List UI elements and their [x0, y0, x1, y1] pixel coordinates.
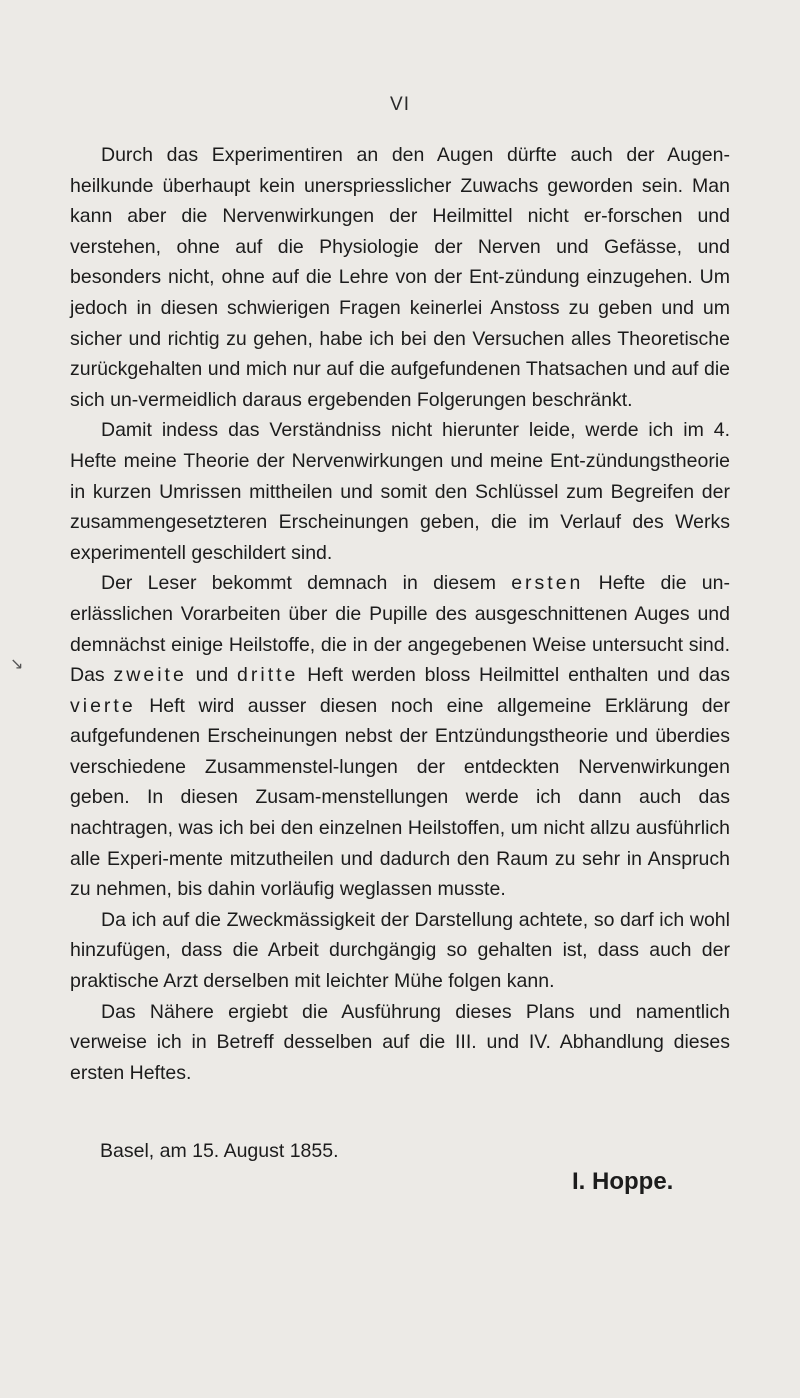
paragraph-4: Da ich auf die Zweckmässigkeit der Darstellung achtete, so darf ich wohl hinzufügen, dass die Arbeit durchgängig so gehalten ist, dass auch der praktische Arzt derselben mit leichter Mühe folgen kann. [70, 908, 730, 993]
paragraph-2: Damit indess das Verständniss nicht hierunter leide, werde ich im 4. Hefte meine Theorie der Nervenwirkungen und meine Ent-zündungstheorie in kurzen Umrissen mittheilen und somit den Schlüssel zum Begreifen der zusammengesetzteren Erscheinungen geben, die im Verlauf des Werks experimentell geschildert sind. [70, 419, 730, 564]
body-text [70, 140, 730, 1088]
paragraph-5: Das Nähere ergiebt die Ausführung dieses Plans und namentlich verweise ich in Betreff desselben auf die III. und IV. Abhandlung dieses ersten Heftes. [70, 1000, 730, 1084]
signature-name: I. Hoppe. [572, 1168, 674, 1195]
paragraph-3-text: und [186, 664, 238, 687]
emphasis-ersten: ersten [511, 572, 584, 595]
paragraph-3 [70, 568, 730, 905]
page-number: VI [390, 94, 410, 115]
emphasis-zweite: zweite [113, 664, 187, 687]
paragraph-3-text: Der Leser bekommt demnach in diesem [101, 572, 512, 595]
paragraph-3-text: Hefte die un-erlässlichen Vorarbeiten über die Pupille des ausgeschnittenen Auges und demnächst einige Heilstoffe, die in der angegebenen Weise untersucht sind. Das [70, 572, 730, 687]
emphasis-vierte: vierte [70, 694, 136, 717]
paragraph-3-text: Heft werden bloss Heilmittel enthalten und das [298, 664, 730, 687]
paragraph-1: Durch das Experimentiren an den Augen dürfte auch der Augen-heilkunde überhaupt kein unerspriesslicher Zuwachs geworden sein. Man kann aber die Nervenwirkungen der Heilmittel nicht er-forschen und verstehen, ohne auf die Physiologie der Nerven und Gefässe, und besonders nicht, ohne auf die Lehre von der Ent-zündung einzugehen. Um jedoch in diesen schwierigen Fragen keinerlei Anstoss zu geben und um sicher und richtig zu gehen, habe ich bei den Versuchen alles Theoretische zurückgehalten und mich nur auf die aufgefundenen Thatsachen und auf die sich un-vermeidlich daraus ergebenden Folgerungen beschränkt. [70, 144, 730, 411]
margin-mark-icon: ↘ [10, 656, 24, 673]
signature-place-date: Basel, am 15. August 1855. [100, 1140, 339, 1162]
emphasis-dritte: dritte [237, 664, 299, 687]
paragraph-3-text: Heft wird ausser diesen noch eine allgemeine Erklärung der aufgefundenen Erscheinungen nebst der Entzündungstheorie und überdies verschiedene Zusammenstel-lungen der entdeckten Nervenwirkungen geben. In diesen Zusam-menstellungen werde ich dann auch das nachtragen, was ich bei den einzelnen Heilstoffen, um nicht allzu ausführlich alle Experi-mente mitzutheilen und dadurch den Raum zu sehr in Anspruch zu nehmen, bis dahin vorläufig weglassen musste. [70, 694, 730, 901]
